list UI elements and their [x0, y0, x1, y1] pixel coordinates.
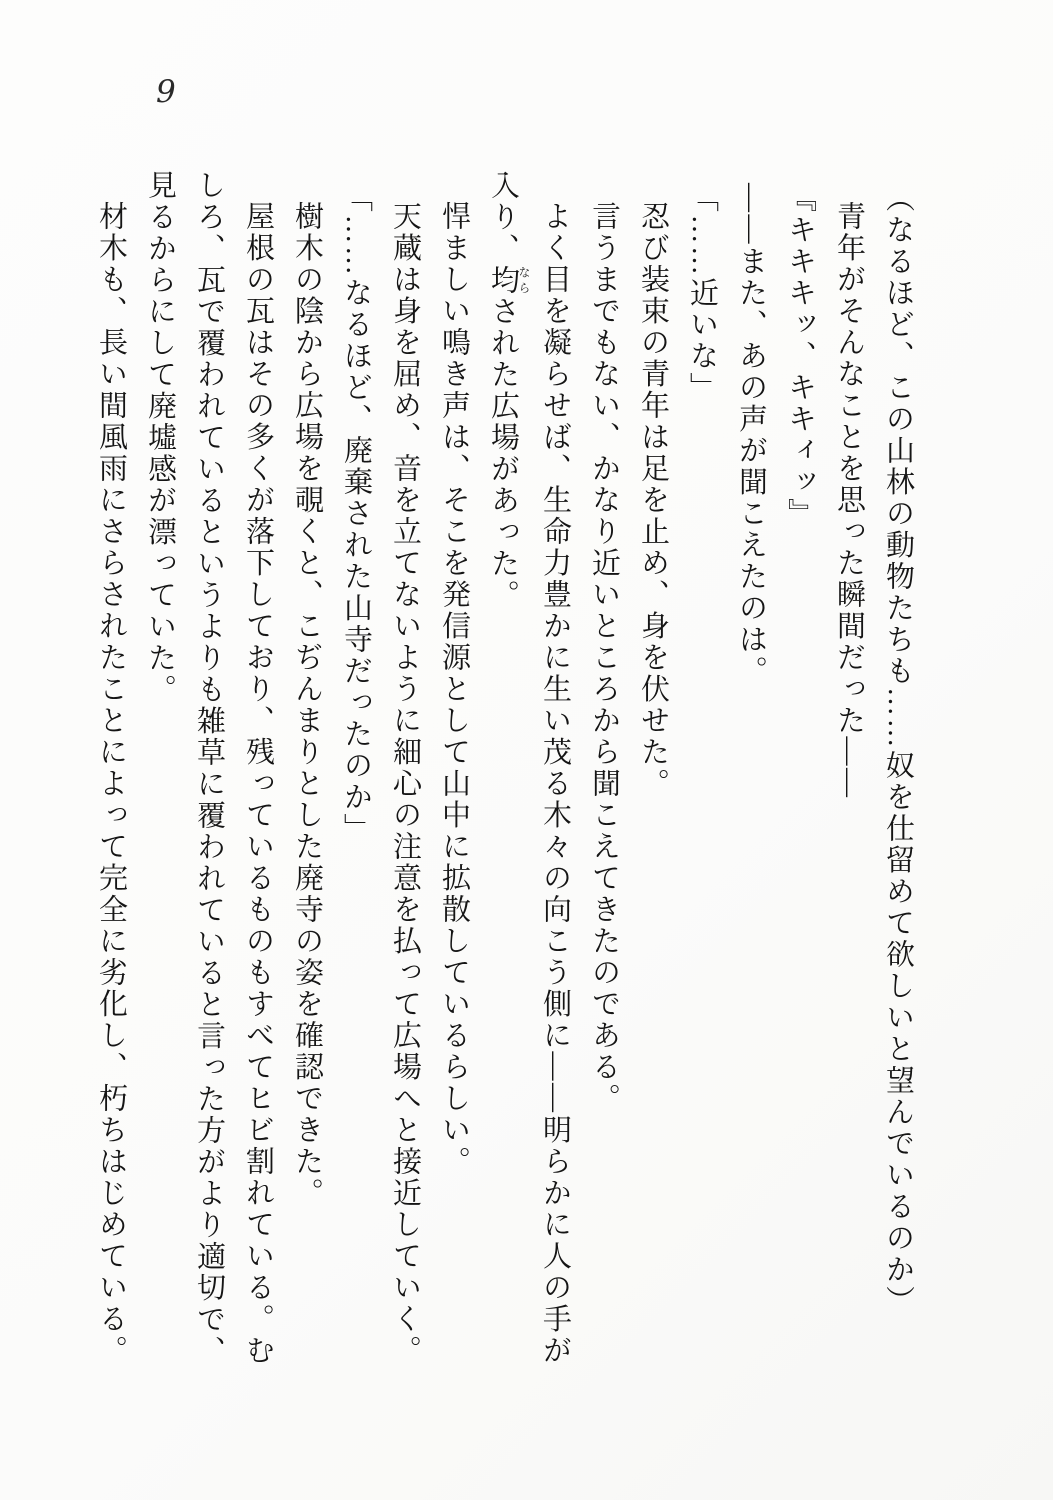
paragraph: [628, 170, 677, 1367]
paragraph: [331, 170, 380, 1367]
text-line: 屋根の瓦はその多くが落下しており、残っているものもすべてヒビ割れている。む: [242, 201, 274, 1367]
ruby-annotation: [487, 264, 531, 297]
vertical-text-block: [89, 170, 922, 1367]
text-line: 青年がそんなことを思った瞬間だった――: [833, 201, 865, 800]
text-line: （なるほど、この山林の動物たちも……奴を仕留めて欲しいと望んでいるのか）: [882, 183, 914, 1317]
paragraph: [726, 170, 775, 1367]
text-line: 『キキキッ、キキィッ』: [784, 183, 816, 530]
paragraph: [579, 170, 628, 1367]
text-line: 忍び装束の青年は足を止め、身を伏せた。: [637, 201, 669, 800]
text-segment: された広場があった。: [487, 296, 519, 611]
paragraph: [775, 170, 824, 1367]
paragraph: [824, 170, 873, 1367]
text-line: 「……近いな」: [686, 183, 718, 404]
paragraph: [86, 170, 135, 1367]
text-line: 樹木の陰から広場を覗くと、こぢんまりとした廃寺の姿を確認できた。: [291, 201, 323, 1209]
furigana: なら: [517, 264, 531, 296]
paragraph: [429, 170, 478, 1367]
paragraph: [677, 170, 726, 1367]
paragraph: [135, 170, 282, 1367]
ruby-base: 均: [487, 264, 519, 296]
text-line: 言うまでもない、かなり近いところから聞こえてきたのである。: [588, 201, 620, 1115]
text-segment: 入り、: [487, 170, 519, 265]
text-line: 悍ましい鳴き声は、そこを発信源として山中に拡散しているらしい。: [438, 201, 470, 1178]
text-line: 天蔵は身を屈め、音を立てないように細心の注意を払って広場へと接近していく。: [389, 201, 421, 1367]
text-line: よく目を凝らせば、生命力豊かに生い茂る木々の向こう側に――明らかに人の手が: [539, 201, 571, 1367]
page-number: 9: [156, 74, 176, 110]
text-line: 「……なるほど、廃棄された山寺だったのか」: [340, 183, 372, 845]
text-line: 材木も、長い間風雨にさらされたことによって完全に劣化し、朽ちはじめている。: [95, 201, 127, 1367]
text-line: しろ、瓦で覆われているというよりも雑草に覆われていると言った方がより適切で、: [193, 170, 225, 1367]
paragraph: [873, 170, 922, 1367]
paragraph: [282, 170, 331, 1367]
paragraph: [380, 170, 429, 1367]
paragraph: [478, 170, 579, 1367]
text-line-with-furigana: [478, 170, 530, 1367]
text-line: 見るからにして廃墟感が漂っていた。: [144, 170, 176, 706]
text-line: ――また、あの声が聞こえたのは。: [735, 183, 767, 687]
